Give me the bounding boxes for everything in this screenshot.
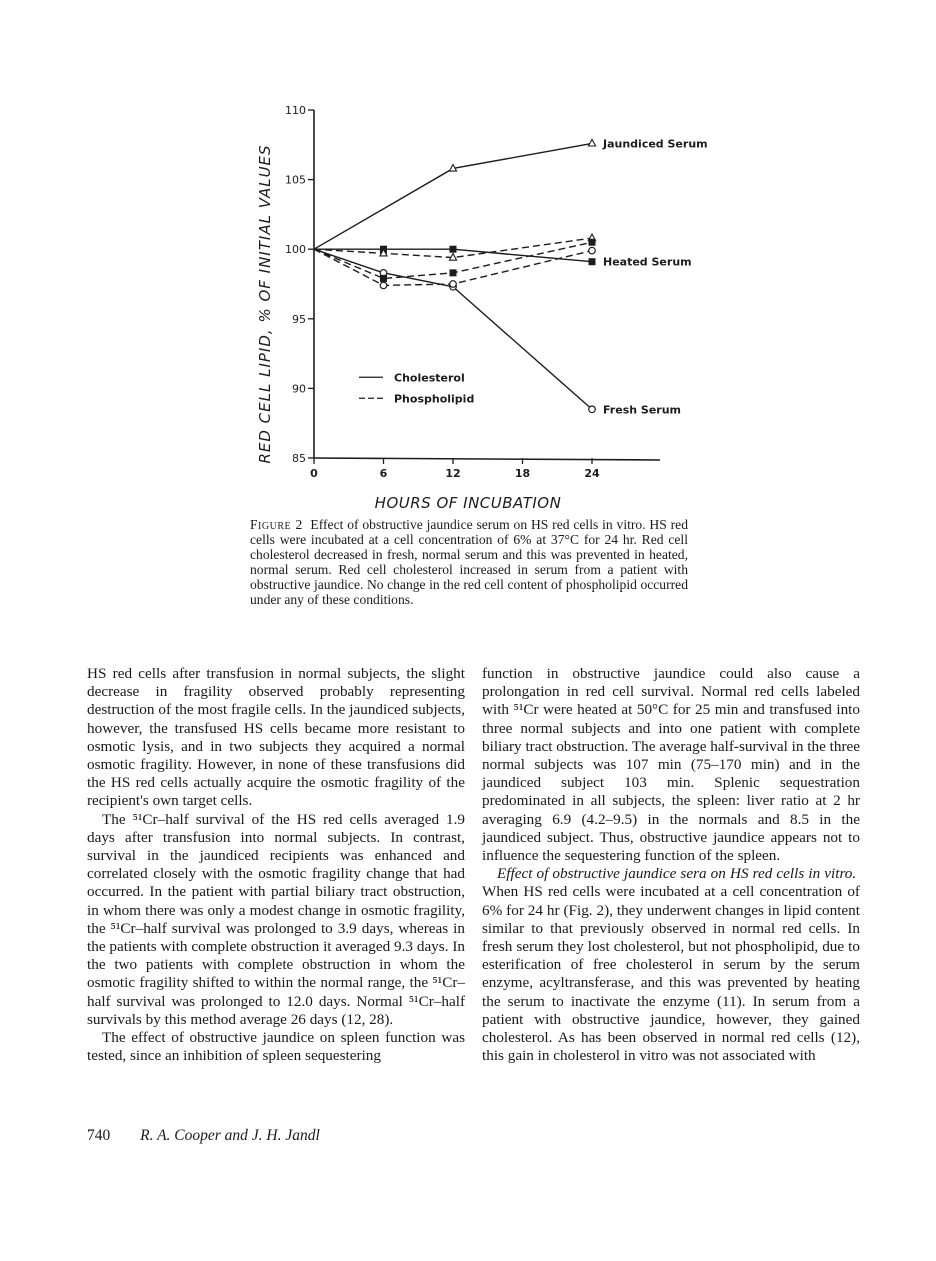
paragraph: function in obstructive jaundice could also cause a prolongation in red cell survival. Normal red cells labeled with ⁵¹Cr were heated at 50°C for 25 min and transfused into three normal subjects and into one patient with complete biliary tract obstruction. The average half-survival in the three normal subjects was 107 min (75–170 min) and in the jaundiced subject 103 min. Splenic sequestration predominated in all subjects, the spleen: liver ratio at 2 hr averaging 6.9 (4.2–9.5) in the normals and 8.5 in the jaundiced subject. Thus, obstructive jaundice appears not to influence the sequestering function of the spleen.: [482, 665, 860, 865]
x-axis: [314, 458, 660, 460]
x-tick-label: 0: [310, 467, 318, 480]
paragraph: The ⁵¹Cr–half survival of the HS red cells averaged 1.9 days after transfusion into normal subjects. In contrast, survival in the jaundiced recipients was enhanced and correlated closely with the osmotic fragility change that had occurred. In the patient with partial biliary tract obstruction, in whom there was only a modest change in osmotic fragility, the ⁵¹Cr–half survival was prolonged to 3.9 days, whereas in the patients with complete obstruction it averaged 9.3 days. In the two patients with complete obstruction in whom the osmotic fragility shifted to within the normal range, the ⁵¹Cr–half survival was prolonged to 12.0 days. Normal ⁵¹Cr–half survivals by this method average 26 days (12, 28).: [87, 810, 465, 1028]
series-annotation: Heated Serum: [603, 255, 692, 269]
paragraph: [482, 865, 860, 1065]
x-axis-label: HOURS OF INCUBATION: [374, 494, 562, 512]
y-tick-label: 100: [285, 243, 306, 257]
paragraph: HS red cells after transfusion in normal subjects, the slight decrease in fragility observed probably representing destruction of the most fragile cells. In the jaundiced subjects, however, the transfused HS cells became more resistant to osmotic lysis, and in two subjects they acquired a normal osmotic fragility. However, in none of these transfusions did the HS red cells actually acquire the osmotic fragility of the recipient's own target cells.: [87, 665, 465, 810]
x-tick-label: 24: [584, 467, 600, 480]
legend-label: Cholesterol: [394, 371, 465, 385]
y-tick-label: 85: [292, 452, 306, 465]
marker-open-circle: [589, 406, 596, 413]
x-tick-label: 12: [445, 467, 461, 480]
paragraph: The effect of obstructive jaundice on spleen function was tested, since an inhibition of spleen sequestering: [87, 1029, 465, 1065]
series-annotation: Jaundiced Serum: [603, 137, 708, 151]
left-column: [87, 665, 465, 1065]
marker-open-circle: [589, 247, 596, 254]
section-heading: Effect of obstructive jaundice sera on HS red cells in vitro.: [497, 865, 857, 883]
line-chart: [240, 95, 720, 515]
marker-open-circle: [380, 282, 387, 289]
y-tick-label: 95: [292, 312, 306, 326]
y-tick-label: 105: [285, 173, 306, 187]
page-footer: [87, 1127, 320, 1145]
x-tick-label: 18: [514, 467, 531, 480]
series-line-cholesterol-jaundiced-serum: [314, 143, 592, 249]
figure-caption: [250, 518, 688, 607]
figure-2: [240, 95, 720, 515]
marker-filled-square: [589, 239, 596, 246]
page-number: 740: [87, 1127, 111, 1144]
series-annotation: Fresh Serum: [603, 403, 682, 417]
figure-label: Figure 2: [250, 517, 303, 532]
paragraph-text: When HS red cells were incubated at a cell concentration of 6% for 24 hr (Fig. 2), they underwent changes in lipid content similar to that previously observed in normal red cells. In fresh serum they lost cholesterol, but not phospholipid, due to esterification of free cholesterol in serum by the serum enzyme, acyltransferase, and this was prevented by heating the serum to inactivate the enzyme (11). In serum from a patient with obstructive jaundice, however, they gained cholesterol. As has been observed in normal red cells (12), this gain in cholesterol in vitro was not associated with: [482, 883, 860, 1065]
right-column: [482, 665, 860, 1065]
marker-filled-square: [380, 275, 387, 282]
running-authors: R. A. Cooper and J. H. Jandl: [140, 1127, 320, 1144]
marker-open-circle: [450, 281, 457, 288]
x-tick-label: 6: [379, 467, 388, 480]
caption-text: Effect of obstructive jaundice serum on HS red cells in vitro. HS red cells were incubated at a cell concentration of 6% at 37°C for 24 hr. Red cell cholesterol decreased in fresh, normal serum and this was prevented in heated, normal serum. Red cell cholesterol increased in serum from a patient with obstructive jaundice. No change in the red cell content of phospholipid occurred under any of these conditions.: [250, 517, 688, 607]
y-tick-label: 110: [285, 104, 306, 117]
marker-filled-square: [589, 258, 596, 265]
marker-open-triangle: [588, 139, 595, 146]
marker-filled-square: [450, 246, 457, 253]
y-axis-label: RED CELL LIPID, % OF INITIAL VALUES: [256, 144, 274, 464]
marker-filled-square: [450, 269, 457, 276]
legend-label: Phospholipid: [394, 392, 475, 406]
y-tick-label: 90: [292, 382, 306, 396]
